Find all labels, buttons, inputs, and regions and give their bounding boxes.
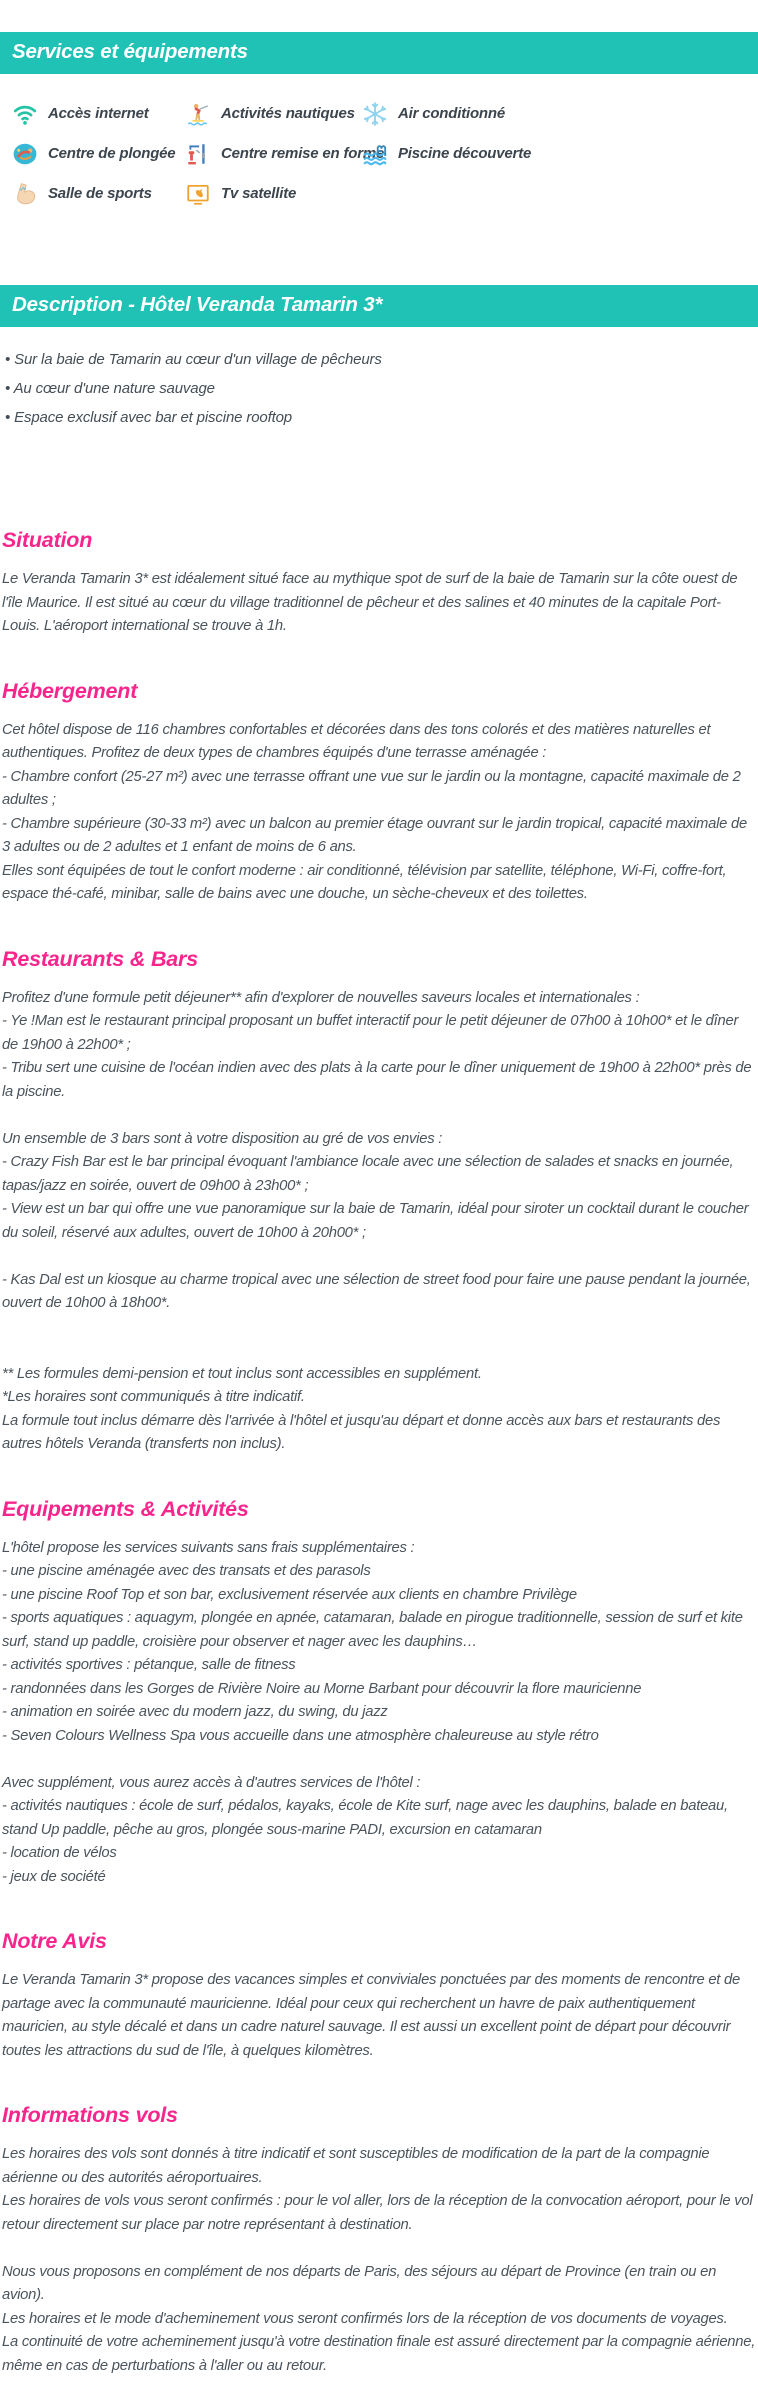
muscle-arm-icon (12, 181, 38, 207)
text-line: - Chambre confort (25-27 m²) avec une terrasse offrant une vue sur le jardin ou la montagne, capacité maximale de 2 adultes ; (2, 768, 741, 808)
section-title: Equipements & Activités (2, 1496, 249, 1521)
text-line: - randonnées dans les Gorges de Rivière Noire au Morne Barbant pour découvrir la flore mauricienne (2, 1680, 642, 1697)
text-line: *Les horaires sont communiqués à titre indicatif. (2, 1389, 305, 1405)
text-line: - sports aquatiques : aquagym, plongée en apnée, catamaran, balade en pirogue traditionnelle, session de surf et kite surf, stand up paddle, croisière pour observer et nager avec les dauphins… (2, 1610, 743, 1650)
section-title: Hébergement (2, 678, 138, 703)
section-body (2, 719, 756, 907)
text-line: - une piscine aménagée avec des transats et des parasols (2, 1563, 371, 1579)
tv-satellite-icon (185, 181, 211, 207)
text-line: La continuité de votre acheminement jusqu'à votre destination finale est assuré directement par la compagnie aérienne, même en cas de perturbations à l'aller ou au retour. (2, 2334, 756, 2374)
description-highlights (0, 327, 758, 432)
text-line (2, 1748, 756, 1772)
text-line: ** Les formules demi-pension et tout inclus sont accessibles en supplément. (2, 1365, 482, 1382)
text-line: • Espace exclusif avec bar et piscine rooftop (5, 403, 758, 432)
service-label: Centre de plongée (48, 145, 176, 162)
services-banner (0, 32, 758, 74)
snowflake-icon (362, 101, 388, 127)
service-item (362, 100, 612, 127)
service-item (185, 100, 362, 127)
service-item (185, 140, 385, 167)
section-body (2, 1537, 756, 1890)
service-label: Activités nautiques (221, 105, 355, 122)
section-title: Restaurants & Bars (2, 946, 198, 971)
text-line: - Kas Dal est un kiosque au charme tropical avec une sélection de street food pour faire une pause pendant la journée, ouvert de 10h00 à 18h00*. (2, 1271, 751, 1311)
text-line: - jeux de société (2, 1868, 106, 1885)
text-line: - Chambre supérieure (30-33 m²) avec un balcon au premier étage ouvrant sur le jardin tropical, capacité maximale de 3 adultes ou de 2 adultes et 1 enfant de moins de 6 ans. (2, 815, 747, 855)
service-label: Salle de sports (48, 185, 152, 202)
text-line (2, 2237, 756, 2261)
description-banner (0, 285, 758, 327)
section-notre-avis (2, 1929, 756, 2063)
text-line (2, 1316, 756, 1340)
text-line: L'hôtel propose les services suivants sans frais supplémentaires : (2, 1539, 415, 1556)
service-label: Accès internet (48, 105, 149, 122)
text-line: Elles sont équipées de tout le confort moderne : air conditionné, télévision par satellite, téléphone, Wi-Fi, coffre-fort, espace thé-café, minibar, salle de bains avec une douche, un sèche-cheveux et des toilettes. (2, 862, 727, 902)
description-banner-title: Description - Hôtel Veranda Tamarin 3* (12, 293, 383, 316)
section-restaurants-bars (2, 947, 756, 1457)
service-item (362, 140, 612, 167)
water-ski-icon (185, 101, 211, 127)
text-line: • Sur la baie de Tamarin au cœur d'un village de pêcheurs (5, 345, 758, 374)
services-grid (0, 74, 758, 207)
section-title: Informations vols (2, 2103, 178, 2127)
text-line: - activités sportives : pétanque, salle de fitness (2, 1657, 296, 1673)
text-line: Un ensemble de 3 bars sont à votre disposition au gré de vos envies : (2, 1130, 443, 1147)
text-line: Le Veranda Tamarin 3* propose des vacances simples et conviviales ponctuées par des moments de rencontre et de partage avec la communauté mauricienne. Idéal pour ceux qui recherchent un havre de paix authentiquement mauricien, au style décalé et dans un cadre naturel sauvage. Il est aussi un excellent point de départ pour découvrir toutes les attractions du sud de l'île, à quelques kilomètres. (2, 1972, 740, 2059)
section-hebergement (2, 679, 756, 907)
text-line: - Tribu sert une cuisine de l'océan indien avec des plats à la carte pour le dîner uniquement de 19h00 à 22h00* près de la piscine. (2, 1060, 752, 1100)
text-line: Les horaires et le mode d'acheminement vous seront confirmés lors de la réception de vos documents de voyages. (2, 2310, 728, 2327)
text-line: - Crazy Fish Bar est le bar principal évoquant l'ambiance locale avec une sélection de salades et snacks en journée, tapas/jazz en soirée, ouvert de 09h00 à 23h00* ; (2, 1154, 734, 1194)
wifi-icon (12, 101, 38, 127)
text-line: La formule tout inclus démarre dès l'arrivée à l'hôtel et jusqu'au départ et donne accès aux bars et restaurants des autres hôtels Veranda (transferts non inclus). (2, 1412, 721, 1452)
text-line: - Seven Colours Wellness Spa vous accueille dans une atmosphère chaleureuse au style rétro (2, 1727, 599, 1744)
text-line: Les horaires des vols sont donnés à titre indicatif et sont susceptibles de modification de la part de la compagnie aérienne ou des autorités aéroportuaires. (2, 2146, 710, 2186)
services-banner-title: Services et équipements (12, 40, 248, 63)
text-line: - View est un bar qui offre une vue panoramique sur la baie de Tamarin, idéal pour siroter un cocktail durant le coucher du soleil, réservé aux adultes, ouvert de 10h00 à 20h00* ; (2, 1201, 749, 1241)
text-line: Les horaires de vols vous seront confirmés : pour le vol aller, lors de la réception de la convocation aéroport, pour le vol retour directement sur place par notre représentant à destination. (2, 2193, 753, 2233)
section-title: Notre Avis (2, 1929, 107, 1953)
section-situation (2, 528, 756, 639)
service-label: Centre remise en forme (221, 145, 385, 162)
section-equipements-activites (2, 1497, 756, 1890)
gym-machine-icon (185, 141, 211, 167)
section-body (2, 1969, 756, 2063)
text-line: - Ye !Man est le restaurant principal proposant un buffet interactif pour le petit déjeuner de 07h00 à 10h00* et le dîner de 19h00 à 22h00* ; (2, 1013, 739, 1053)
text-line: Avec supplément, vous aurez accès à d'autres services de l'hôtel : (2, 1774, 421, 1791)
section-body (2, 2143, 756, 2378)
service-label: Air conditionné (398, 105, 505, 122)
text-line (2, 1339, 756, 1363)
text-line: - location de vélos (2, 1845, 117, 1861)
pool-ladder-icon (362, 141, 388, 167)
text-line: Profitez d'une formule petit déjeuner** afin d'explorer de nouvelles saveurs locales et internationales : (2, 989, 640, 1006)
text-line (2, 1104, 756, 1128)
service-item (12, 140, 185, 167)
text-line (2, 1245, 756, 1269)
description-content (0, 528, 758, 2378)
text-line: • Au cœur d'une nature sauvage (5, 374, 758, 403)
text-line: - animation en soirée avec du modern jazz, du swing, du jazz (2, 1704, 388, 1720)
service-label: Piscine découverte (398, 145, 532, 162)
diver-icon (12, 141, 38, 167)
text-line: Le Veranda Tamarin 3* est idéalement situé face au mythique spot de surf de la baie de Tamarin sur la côte ouest de l'île Maurice. Il est situé au cœur du village traditionnel de pêcheur et des salines et 40 minutes de la capitale Port-Louis. L'aéroport international se trouve à 1h. (2, 571, 738, 634)
text-line: Nous vous proposons en complément de nos départs de Paris, des séjours au départ de Province (en train ou en avion). (2, 2263, 717, 2303)
section-body (2, 568, 756, 639)
section-title: Situation (2, 528, 93, 552)
section-informations-vols (2, 2103, 756, 2378)
service-item (12, 100, 185, 127)
service-item (12, 180, 185, 207)
service-label: Tv satellite (221, 185, 297, 202)
text-line: - activités nautiques : école de surf, pédalos, kayaks, école de Kite surf, nage avec les dauphins, balade en bateau, stand Up paddle, pêche au gros, plongée sous-marine PADI, excursion en catamaran (2, 1798, 728, 1838)
text-line: Cet hôtel dispose de 116 chambres confortables et décorées dans des tons colorés et des matières naturelles et authentiques. Profitez de deux types de chambres équipés d'une terrasse aménagée : (2, 721, 711, 761)
service-item (185, 180, 362, 207)
text-line: - une piscine Roof Top et son bar, exclusivement réservée aux clients en chambre Privilège (2, 1586, 577, 1603)
section-body (2, 987, 756, 1457)
